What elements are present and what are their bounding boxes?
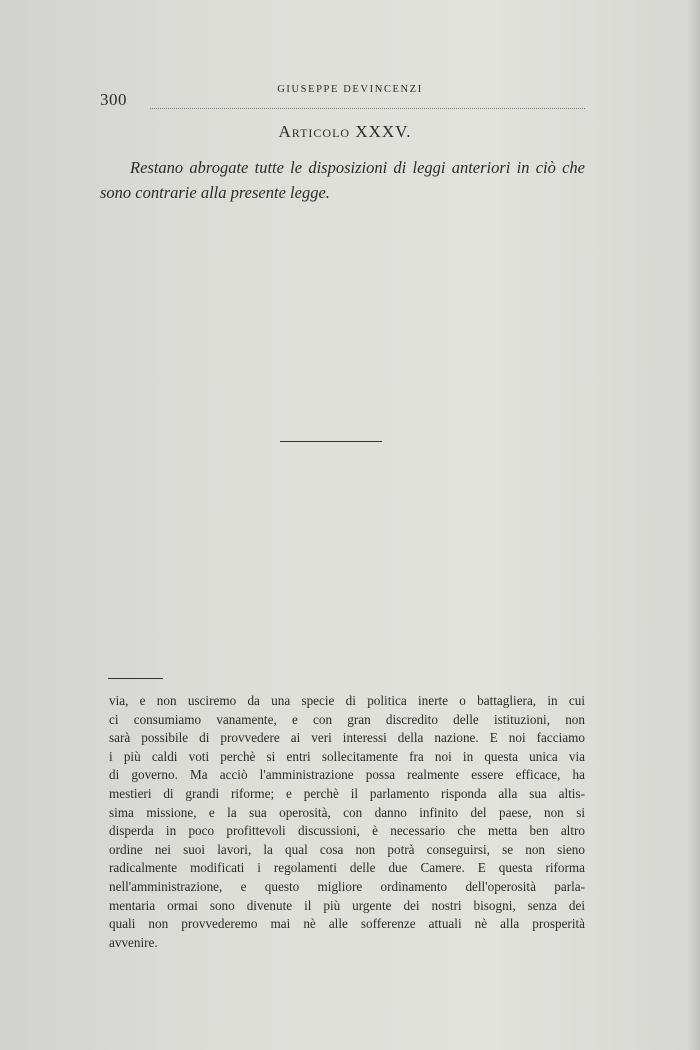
article-title: Articolo XXXV. — [278, 122, 412, 141]
footnote-line: sarà possibile di provvedere ai veri interessi della nazione. E noi facciamo — [109, 730, 585, 746]
footnote-line: disperda in poco profittevoli discussioni, è necessario che metta ben altro — [109, 823, 585, 839]
page-edge-shadow — [688, 0, 700, 1050]
article-body: Restano abrogate tutte le disposizioni di leggi anteriori in ciò che sono contrarie alla presente legge. — [100, 158, 585, 202]
footnote-line: mestieri di grandi riforme; e perchè il parlamento risponda alla sua altis- — [109, 785, 585, 801]
footnote-rule — [108, 678, 163, 679]
footnote-line: avvenire. — [109, 934, 158, 950]
footnote-line: ordine nei suoi lavori, la qual cosa non potrà conseguirsi, se non sieno — [109, 841, 585, 857]
footnote-line: quali non provvederemo mai nè alle sofferenze attuali nè alla prosperità — [109, 916, 585, 932]
running-head: GIUSEPPE DEVINCENZI — [277, 84, 423, 95]
footnote-line: radicalmente modificati i regolamenti delle due Camere. E questa riforma — [109, 860, 585, 876]
footnote-line: via, e non usciremo da una specie di politica inerte o battagliera, in cui — [109, 693, 585, 708]
footnote — [109, 692, 585, 952]
page-number: 300 — [100, 90, 127, 109]
footnote-line: mentaria ormai sono divenute il più urgente dei nostri bisogni, senza dei — [109, 897, 585, 913]
section-divider — [280, 441, 382, 442]
footnote-line: nell'amministrazione, e questo migliore ordinamento dell'operosità parla- — [109, 878, 585, 894]
footnote-line: sima missione, e la sua operosità, con danno infinito del paese, non si — [109, 804, 585, 820]
header-dotted-rule — [150, 108, 585, 109]
footnote-line: ci consumiamo vanamente, e con gran discredito delle istituzioni, non — [109, 711, 585, 727]
footnote-line: i più caldi voti perchè si entri sollecitamente fra noi in questa unica via — [109, 748, 585, 764]
footnote-line: di governo. Ma acciò l'amministrazione possa realmente essere efficace, ha — [109, 767, 585, 783]
